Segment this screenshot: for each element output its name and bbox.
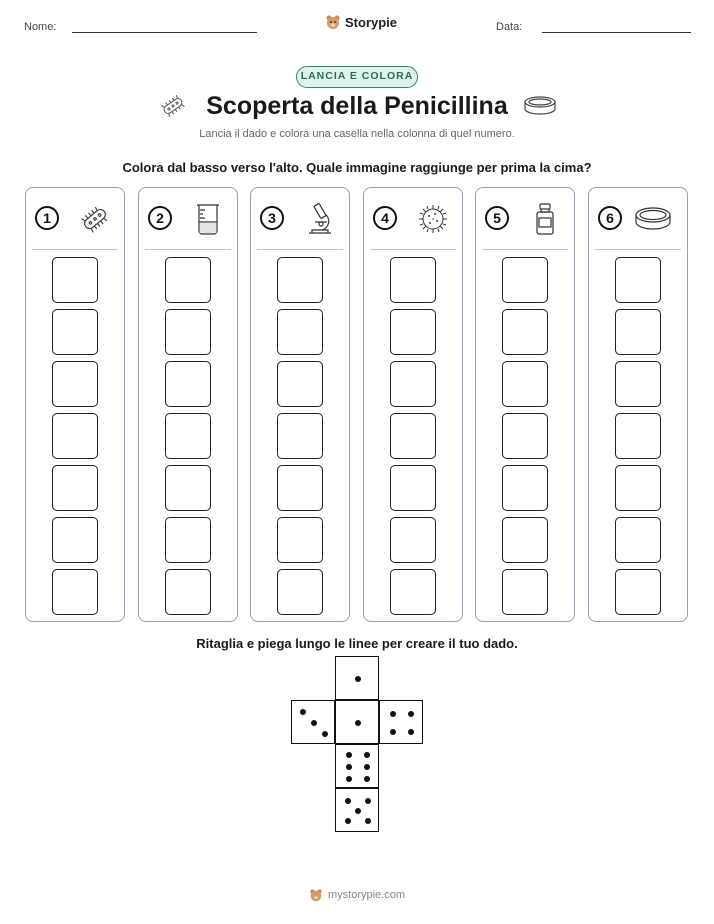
activity-badge: LANCIA E COLORA [296,66,418,88]
color-box[interactable] [502,309,548,355]
color-box[interactable] [165,465,211,511]
die-pip [364,764,370,770]
color-box[interactable] [615,569,661,615]
brand-logo [325,14,397,30]
column-number: 3 [260,206,284,230]
die-face-1 [335,656,379,700]
bear-icon [325,14,341,30]
color-box[interactable] [502,465,548,511]
column-number: 1 [35,206,59,230]
die-pip [408,711,414,717]
bacteria-icon [78,202,112,236]
column-2 [138,187,238,622]
color-box[interactable] [615,361,661,407]
color-box[interactable] [165,309,211,355]
color-box[interactable] [615,257,661,303]
color-box[interactable] [390,517,436,563]
column-3 [250,187,350,622]
die-pip [355,676,361,682]
coloring-instruction: Colora dal basso verso l'alto. Quale immagine raggiunge per prima la cima? [122,160,592,175]
column-divider [32,249,118,250]
color-box[interactable] [615,309,661,355]
color-box[interactable] [615,413,661,459]
color-box[interactable] [390,413,436,459]
color-box[interactable] [52,413,98,459]
die-pip [346,764,352,770]
color-box[interactable] [52,465,98,511]
microscope-icon [303,202,337,236]
color-box[interactable] [165,361,211,407]
color-box[interactable] [615,465,661,511]
column-divider [145,249,231,250]
color-box[interactable] [52,309,98,355]
color-box[interactable] [165,569,211,615]
column-5 [475,187,575,622]
die-pip [300,709,306,715]
brand-name: Storypie [345,14,398,30]
color-box[interactable] [52,569,98,615]
die-pip [346,752,352,758]
color-box[interactable] [52,517,98,563]
color-box[interactable] [390,569,436,615]
column-number: 4 [373,206,397,230]
color-box[interactable] [165,517,211,563]
beaker-icon [191,202,225,236]
column-6 [588,187,688,622]
color-box[interactable] [277,569,323,615]
petri-dish-icon [522,94,558,118]
page-title: Scoperta della Penicillina [206,92,508,120]
color-box[interactable] [277,257,323,303]
page-subtitle: Lancia il dado e colora una casella nella colonna di quel numero. [199,128,515,140]
die-pip [346,776,352,782]
petri-dish-icon [633,202,667,236]
die-pip [365,798,371,804]
footer-url: mystorypie.com [327,889,406,901]
color-box[interactable] [502,257,548,303]
die-face-5 [335,788,379,832]
column-divider [257,249,343,250]
die-face-1 [335,700,379,744]
die-face-3 [291,700,335,744]
column-number: 6 [598,206,622,230]
footer [0,888,714,902]
color-box[interactable] [502,361,548,407]
column-divider [482,249,568,250]
color-box[interactable] [277,361,323,407]
column-4 [363,187,463,622]
die-pip [311,720,317,726]
die-pip [364,776,370,782]
color-box[interactable] [52,361,98,407]
column-divider [370,249,456,250]
color-box[interactable] [390,361,436,407]
color-box[interactable] [277,309,323,355]
color-box[interactable] [52,257,98,303]
color-box[interactable] [277,517,323,563]
die-pip [365,818,371,824]
bear-icon [309,888,323,902]
medicine-vial-icon [528,202,562,236]
date-line [542,32,691,33]
die-pip [355,808,361,814]
color-box[interactable] [390,465,436,511]
color-box[interactable] [502,517,548,563]
die-face-4 [379,700,423,744]
die-pip [390,711,396,717]
color-box[interactable] [390,257,436,303]
mold-spore-icon [416,202,450,236]
color-box[interactable] [277,413,323,459]
die-pip [408,729,414,735]
color-box[interactable] [165,413,211,459]
color-box[interactable] [277,465,323,511]
cut-instruction: Ritaglia e piega lungo le linee per creare il tuo dado. [196,636,518,651]
column-1 [25,187,125,622]
column-number: 5 [485,206,509,230]
color-box[interactable] [390,309,436,355]
name-line [72,32,257,33]
date-label: Data: [496,21,523,33]
color-box[interactable] [502,569,548,615]
die-pip [364,752,370,758]
die-pip [322,731,328,737]
column-divider [595,249,681,250]
die-pip [345,818,351,824]
die-pip [345,798,351,804]
die-pip [390,729,396,735]
name-label: Nome: [24,21,57,33]
die-face-6 [335,744,379,788]
color-box[interactable] [502,413,548,459]
color-box[interactable] [615,517,661,563]
color-box[interactable] [165,257,211,303]
die-pip [355,720,361,726]
column-number: 2 [148,206,172,230]
